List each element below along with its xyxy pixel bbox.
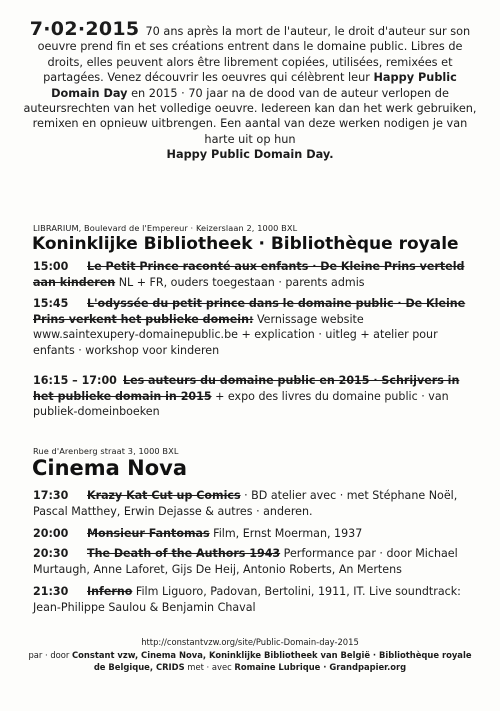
event-details: Film Liguoro, Padovan, Bertolini, 1911, IT. Live soundtrack: Jean-Philippe Saulou & Benjamin Chaval xyxy=(33,585,461,614)
event-title: The Death of the Authors 1943 xyxy=(87,547,281,560)
event-item xyxy=(33,584,467,615)
event-time: 16:15 – 17:00 xyxy=(33,374,117,387)
event-title: Les auteurs du domaine public en 2015 · Schrijvers in het publieke domain in 2015 xyxy=(33,374,460,403)
intro-paragraph xyxy=(22,18,478,163)
event-title: Krazy Kat Cut up Comics xyxy=(87,489,241,502)
intro-text-nl: en 2015 · 70 jaar na de dood van de auteur verlopen de auteursrechten van het volledige oeuvre. Iedereen kan dan het werk gebruiken, remixen en opnieuw uitbrengen. Een aantal van deze werken nodigen je van harte uit op hun xyxy=(23,86,477,146)
event-time: 21:30 xyxy=(33,585,69,598)
event-item xyxy=(33,546,467,577)
event-title: L'odyssée du petit prince dans le domaine public · De Kleine Prins verkent het publieke domein: xyxy=(33,297,466,326)
event-item xyxy=(33,373,467,420)
event-time: 20:30 xyxy=(33,547,69,560)
event-details: Film, Ernst Moerman, 1937 xyxy=(209,527,363,540)
footer-url: http://constantvzw.org/site/Public-Domain-day-2015 xyxy=(141,637,359,647)
intro-highlight-1: Happy Public Domain Day xyxy=(51,71,457,100)
intro-text-fr: 70 ans après la mort de l'auteur, le droit d'auteur sur son oeuvre prend fin et ses créations entrent dans le domaine public. Libres de droits, elles peuvent alors être librement copiées, utilisées, remixées et partagées. Venez découvrir les oeuvres qui célèbrent leur xyxy=(37,25,471,85)
event-time: 17:30 xyxy=(33,489,69,502)
footer-by-label: par · door xyxy=(28,649,73,660)
event-title: Le Petit Prince raconté aux enfants · De Kleine Prins verteld aan kinderen xyxy=(33,260,465,289)
venue-title: Cinema Nova xyxy=(32,456,188,480)
event-item xyxy=(33,296,467,358)
event-item xyxy=(33,488,467,519)
footer-partners: Romaine Lubrique · Grandpapier.org xyxy=(234,662,407,673)
venue-address: Rue d'Arenberg straat 3, 1000 BXL xyxy=(33,446,179,456)
event-time: 15:00 xyxy=(33,260,69,273)
event-time: 15:45 xyxy=(33,297,69,310)
event-details: · BD atelier avec · met Stéphane Noël, Pascal Matthey, Erwin Dejasse & autres · anderen. xyxy=(33,489,458,518)
event-title: Monsieur Fantomas xyxy=(87,527,210,540)
event-details: Performance par · door Michael Murtaugh, Anne Laforet, Gijs De Heij, Antonio Roberts, An Mertens xyxy=(33,547,458,576)
footer-with-label: met · avec xyxy=(184,662,235,673)
event-details: + expo des livres du domaine public · van publiek-domeinboeken xyxy=(33,389,449,419)
event-details: Vernissage website www.saintexupery-domainepublic.be + explication · uitleg + atelier pour enfants · workshop voor kinderen xyxy=(33,312,438,357)
intro-highlight-2: Happy Public Domain Day. xyxy=(166,148,334,162)
event-details: NL + FR, ouders toegestaan · parents admis xyxy=(115,275,365,289)
event-title: Inferno xyxy=(87,585,133,598)
footer-credits xyxy=(22,636,478,674)
venue-title: Koninklijke Bibliotheek · Bibliothèque royale xyxy=(32,234,459,254)
venue-address: LIBRARIUM, Boulevard de l'Empereur · Keizerslaan 2, 1000 BXL xyxy=(33,223,298,233)
footer-organizers: Constant vzw, Cinema Nova, Koninklijke Bibliotheek van België · Bibliothèque royale de Belgique, CRIDS xyxy=(72,649,472,673)
event-item xyxy=(33,259,467,290)
event-item xyxy=(33,526,467,542)
event-time: 20:00 xyxy=(33,527,69,540)
event-date: 7·02·2015 xyxy=(29,18,140,40)
